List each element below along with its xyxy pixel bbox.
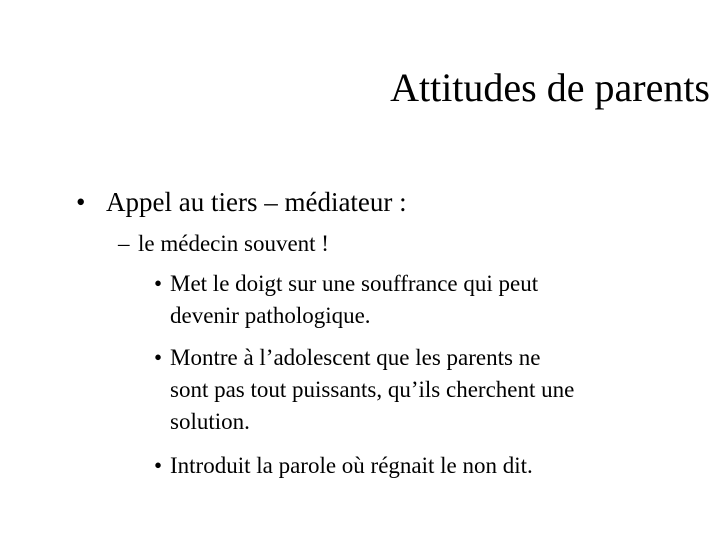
slide-title: Attitudes de parents: [390, 65, 710, 110]
bullet-icon: •: [154, 271, 163, 296]
dash-icon: –: [118, 231, 130, 256]
bullet-item-level3: [154, 268, 694, 332]
bullet-text: Introduit la parole où régnait le non dit.: [170, 453, 533, 478]
bullet-text: Appel au tiers – médiateur :: [106, 187, 407, 217]
bullet-text: le médecin souvent !: [138, 231, 329, 256]
bullet-icon: •: [154, 345, 163, 370]
bullet-icon: •: [154, 453, 163, 478]
bullet-item-level3: [154, 342, 694, 438]
bullet-item-level3: [154, 450, 694, 482]
bullet-text: Montre à l’adolescent que les parents ne sont pas tout puissants, qu’ils cherchent une solution.: [170, 345, 575, 434]
bullet-icon: •: [76, 187, 86, 217]
bullet-text: Met le doigt sur une souffrance qui peut devenir pathologique.: [170, 271, 539, 328]
